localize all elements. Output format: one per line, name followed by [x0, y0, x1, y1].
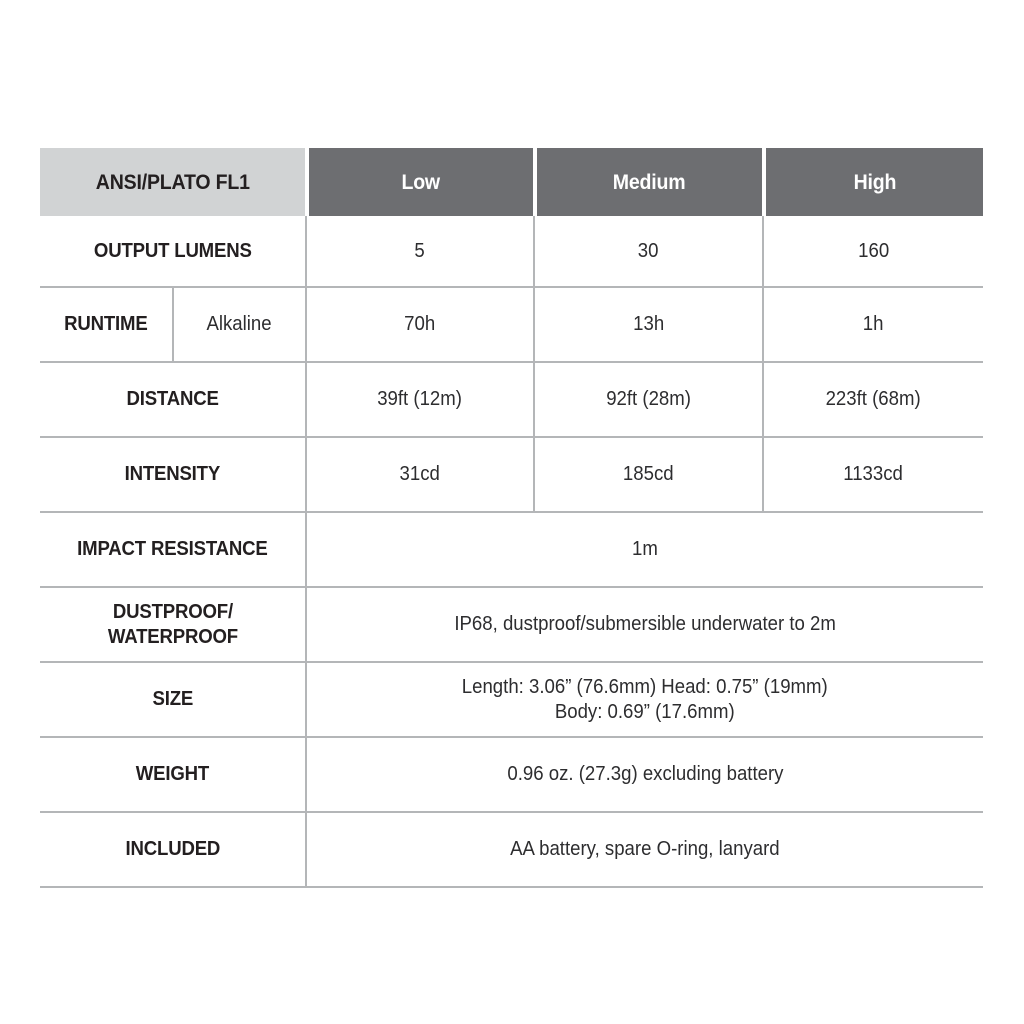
cell-impact-resistance-value: 1m — [305, 513, 983, 588]
header-label: ANSI/PLATO FL1 — [95, 170, 250, 194]
row-distance — [40, 363, 983, 438]
row-label-impact-resistance: IMPACT RESISTANCE — [40, 513, 305, 588]
row-dustproof-waterproof — [40, 588, 983, 663]
row-size — [40, 663, 983, 738]
cell-runtime-low: 70h — [305, 288, 533, 363]
col-header-medium: Medium — [533, 148, 762, 216]
cell-distance-high: 223ft (68m) — [762, 363, 983, 438]
col-header-high: High — [762, 148, 983, 216]
row-label-runtime: RUNTIME — [40, 288, 172, 363]
row-label-size: SIZE — [40, 663, 305, 738]
cell-output-lumens-low: 5 — [305, 216, 533, 288]
row-impact-resistance — [40, 513, 983, 588]
cell-intensity-high: 1133cd — [762, 438, 983, 513]
cell-size-value: Length: 3.06” (76.6mm) Head: 0.75” (19mm) Body: 0.69” (17.6mm) — [305, 663, 983, 738]
header-label-cell — [40, 148, 305, 216]
cell-runtime-medium: 13h — [533, 288, 762, 363]
cell-included-value: AA battery, spare O-ring, lanyard — [305, 813, 983, 888]
row-label-weight: WEIGHT — [40, 738, 305, 813]
row-weight — [40, 738, 983, 813]
cell-output-lumens-medium: 30 — [533, 216, 762, 288]
row-label-included: INCLUDED — [40, 813, 305, 888]
col-header-low: Low — [305, 148, 533, 216]
cell-runtime-battery-type: Alkaline — [172, 288, 305, 363]
cell-intensity-medium: 185cd — [533, 438, 762, 513]
cell-dustproof-waterproof-value: IP68, dustproof/submersible underwater to 2m — [305, 588, 983, 663]
cell-output-lumens-high: 160 — [762, 216, 983, 288]
row-intensity — [40, 438, 983, 513]
cell-distance-low: 39ft (12m) — [305, 363, 533, 438]
cell-runtime-high: 1h — [762, 288, 983, 363]
row-label-dustproof-waterproof: DUSTPROOF/ WATERPROOF — [40, 588, 305, 663]
cell-distance-medium: 92ft (28m) — [533, 363, 762, 438]
row-output-lumens — [40, 216, 983, 288]
cell-intensity-low: 31cd — [305, 438, 533, 513]
row-label-distance: DISTANCE — [40, 363, 305, 438]
row-included — [40, 813, 983, 888]
cell-weight-value: 0.96 oz. (27.3g) excluding battery — [305, 738, 983, 813]
row-label-output-lumens: OUTPUT LUMENS — [40, 216, 305, 288]
header-row — [40, 148, 983, 216]
row-label-intensity: INTENSITY — [40, 438, 305, 513]
row-runtime — [40, 288, 983, 363]
spec-table — [40, 148, 983, 888]
